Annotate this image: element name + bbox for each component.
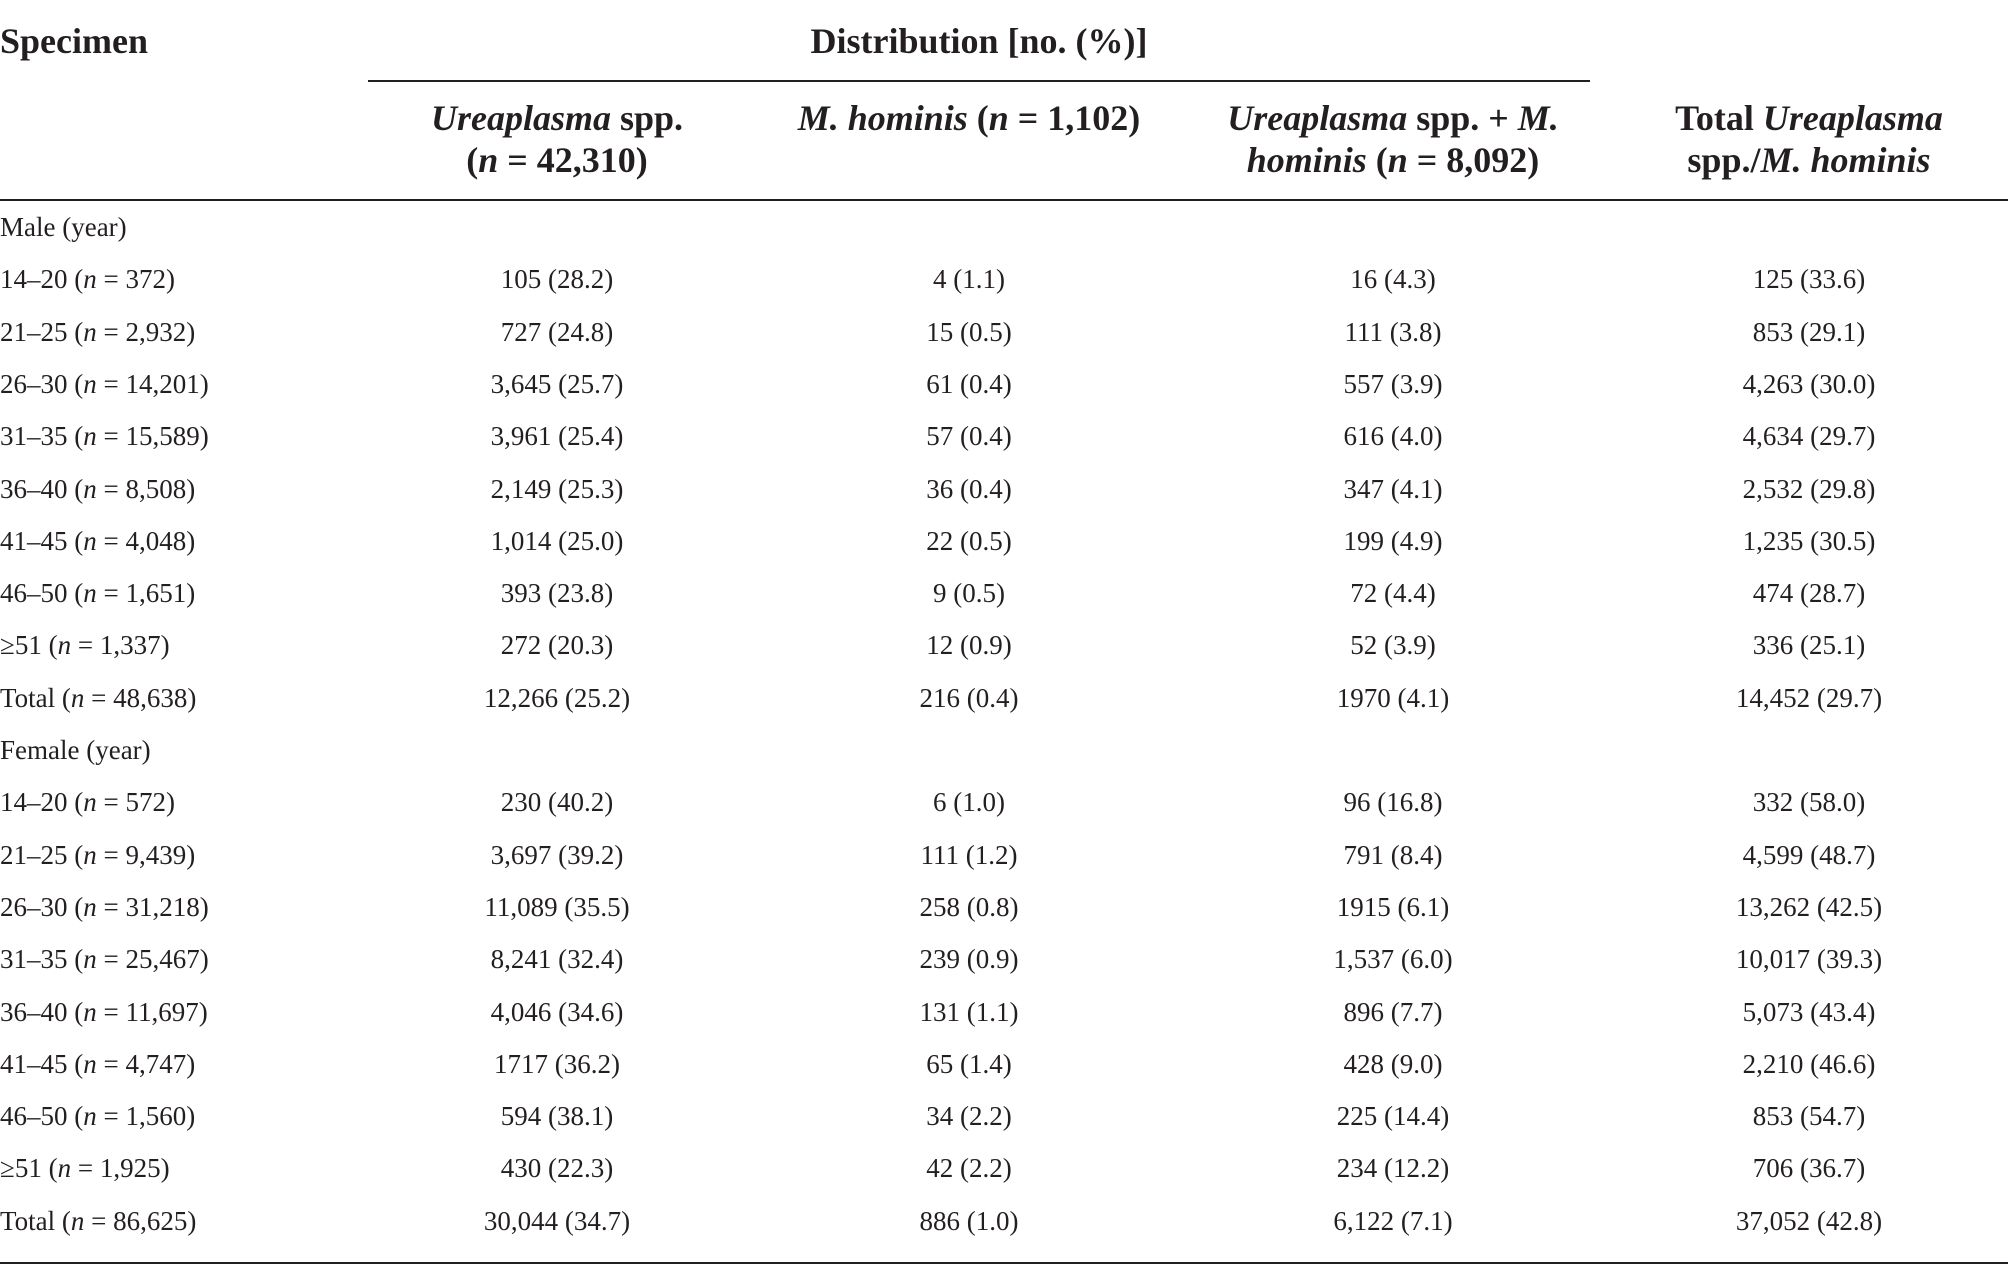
sample-size: 11,697: [125, 996, 199, 1027]
table-row: [0, 567, 2008, 619]
sample-size: 1,925: [99, 1153, 161, 1184]
age-group: 26–30: [0, 891, 68, 922]
table-row: [0, 986, 2008, 1038]
specimen-cell: [0, 672, 196, 724]
sample-size: 86,625: [113, 1205, 188, 1236]
combined-cell: 896 (7.7): [1343, 996, 1443, 1027]
column-header-ureaplasma: Ureaplasma spp. (n = 42,310): [430, 98, 684, 180]
age-group: ≥51: [0, 1153, 42, 1184]
sample-size: 4,747: [125, 1048, 187, 1079]
sample-size: 372: [125, 264, 166, 295]
n-symbol: n: [83, 421, 97, 452]
specimen-cell: [0, 776, 175, 828]
specimen-cell: [0, 358, 209, 410]
age-group: 14–20: [0, 264, 68, 295]
equals-sign: =: [96, 891, 126, 922]
table-row: [0, 515, 2008, 567]
n-symbol: n: [83, 525, 97, 556]
mhominis-cell: 22 (0.5): [926, 525, 1012, 556]
combined-cell: 199 (4.9): [1343, 525, 1443, 556]
equals-sign: =: [96, 787, 126, 818]
ureaplasma-cell: 3,697 (39.2): [490, 839, 624, 870]
specimen-cell: [0, 253, 175, 305]
header-specimen: Specimen: [0, 21, 148, 61]
sample-size: 31,218: [125, 891, 200, 922]
mhominis-cell: 9 (0.5): [933, 578, 1005, 609]
combined-cell: 1,537 (6.0): [1333, 944, 1453, 975]
paren-open: (: [67, 473, 84, 504]
sample-size: 48,638: [113, 682, 188, 713]
age-group: 36–40: [0, 473, 68, 504]
specimen-cell: [0, 306, 195, 358]
age-group: 31–35: [0, 421, 68, 452]
equals-sign: =: [84, 682, 114, 713]
age-group: 31–35: [0, 944, 68, 975]
paren-close: ): [186, 525, 196, 556]
table-row: [0, 776, 2008, 828]
section-label-row: [0, 201, 2008, 253]
table-bottom-rule: [0, 1262, 2008, 1264]
equals-sign: =: [96, 944, 126, 975]
n-symbol: n: [70, 1205, 85, 1236]
total-cell: 4,634 (29.7): [1742, 421, 1876, 452]
paren-close: ): [186, 1101, 196, 1132]
column-header-total: Total Ureaplasma spp./M. hominis: [1675, 98, 1943, 180]
ureaplasma-cell: 105 (28.2): [500, 264, 614, 295]
mhominis-cell: 42 (2.2): [926, 1153, 1012, 1184]
ureaplasma-cell: 8,241 (32.4): [490, 944, 624, 975]
total-cell: 4,263 (30.0): [1742, 368, 1876, 399]
sample-size: 1,337: [99, 630, 161, 661]
specimen-cell: [0, 933, 209, 985]
mhominis-cell: 57 (0.4): [926, 421, 1012, 452]
total-cell: 37,052 (42.8): [1735, 1205, 1883, 1236]
ureaplasma-cell: 272 (20.3): [500, 630, 614, 661]
table-row: [0, 933, 2008, 985]
mhominis-cell: 34 (2.2): [926, 1101, 1012, 1132]
sample-size: 2,932: [125, 316, 187, 347]
paren-close: ): [186, 578, 196, 609]
combined-cell: 96 (16.8): [1343, 787, 1443, 818]
table-row: [0, 881, 2008, 933]
specimen-cell: [0, 1038, 195, 1090]
paren-open: (: [41, 1153, 58, 1184]
mhominis-cell: 36 (0.4): [926, 473, 1012, 504]
combined-cell: 1970 (4.1): [1336, 682, 1450, 713]
combined-cell: 111 (3.8): [1344, 316, 1442, 347]
specimen-cell: [0, 881, 209, 933]
ureaplasma-cell: 1717 (36.2): [494, 1048, 620, 1079]
paren-close: ): [187, 682, 197, 713]
specimen-cell: [0, 410, 209, 462]
total-cell: 125 (33.6): [1752, 264, 1866, 295]
total-cell: 853 (54.7): [1752, 1101, 1866, 1132]
column-header-mhominis: M. hominis (n = 1,102): [797, 98, 1141, 138]
equals-sign: =: [96, 473, 126, 504]
mhominis-cell: 4 (1.1): [933, 264, 1005, 295]
total-cell: 5,073 (43.4): [1742, 996, 1876, 1027]
equals-sign: =: [96, 368, 126, 399]
paren-open: (: [67, 1048, 84, 1079]
total-cell: 474 (28.7): [1752, 578, 1866, 609]
equals-sign: =: [71, 630, 100, 661]
mhominis-cell: 886 (1.0): [919, 1205, 1019, 1236]
age-group: 36–40: [0, 996, 68, 1027]
ureaplasma-cell: 12,266 (25.2): [483, 682, 631, 713]
paren-close: ): [199, 944, 209, 975]
ureaplasma-cell: 393 (23.8): [500, 578, 614, 609]
age-group: 21–25: [0, 839, 68, 870]
age-group: 41–45: [0, 525, 68, 556]
n-symbol: n: [57, 1153, 72, 1184]
age-group: 46–50: [0, 1101, 68, 1132]
paren-open: (: [67, 421, 84, 452]
table-row: [0, 619, 2008, 671]
ureaplasma-cell: 1,014 (25.0): [490, 525, 624, 556]
mhominis-cell: 258 (0.8): [919, 891, 1019, 922]
equals-sign: =: [96, 421, 126, 452]
table-row: [0, 410, 2008, 462]
total-cell: 706 (36.7): [1752, 1153, 1866, 1184]
age-group: ≥51: [0, 630, 42, 661]
spanner-rule: [368, 80, 1590, 82]
table-row: [0, 1090, 2008, 1142]
combined-cell: 6,122 (7.1): [1333, 1205, 1453, 1236]
sample-size: 4,048: [125, 525, 187, 556]
ureaplasma-cell: 727 (24.8): [500, 316, 614, 347]
paren-close: ): [160, 630, 170, 661]
paren-close: ): [186, 839, 196, 870]
total-cell: 14,452 (29.7): [1735, 682, 1883, 713]
specimen-cell: [0, 986, 208, 1038]
sample-size: 25,467: [125, 944, 200, 975]
equals-sign: =: [84, 1205, 114, 1236]
table-row: [0, 1038, 2008, 1090]
table-row: [0, 463, 2008, 515]
paren-close: ): [186, 1048, 196, 1079]
paren-open: (: [55, 1205, 71, 1236]
ureaplasma-cell: 230 (40.2): [500, 787, 614, 818]
total-cell: 10,017 (39.3): [1735, 944, 1883, 975]
specimen-cell: [0, 463, 195, 515]
age-group: 46–50: [0, 578, 68, 609]
n-symbol: n: [57, 630, 72, 661]
ureaplasma-cell: 430 (22.3): [500, 1153, 614, 1184]
combined-cell: 52 (3.9): [1350, 630, 1436, 661]
combined-cell: 791 (8.4): [1343, 839, 1443, 870]
n-symbol: n: [83, 578, 97, 609]
n-symbol: n: [83, 996, 97, 1027]
total-cell: 4,599 (48.7): [1742, 839, 1876, 870]
total-cell: 1,235 (30.5): [1742, 525, 1876, 556]
mhominis-cell: 111 (1.2): [920, 839, 1018, 870]
equals-sign: =: [71, 1153, 100, 1184]
age-group: 21–25: [0, 316, 68, 347]
equals-sign: =: [96, 1101, 126, 1132]
mhominis-cell: 65 (1.4): [926, 1048, 1012, 1079]
total-cell: 13,262 (42.5): [1735, 891, 1883, 922]
paren-close: ): [199, 421, 209, 452]
paren-close: ): [160, 1153, 170, 1184]
paren-close: ): [165, 787, 175, 818]
column-header-combined: Ureaplasma spp. + M. hominis (n = 8,092): [1227, 98, 1559, 180]
paren-open: (: [67, 1101, 84, 1132]
specimen-cell: [0, 829, 195, 881]
equals-sign: =: [96, 525, 126, 556]
combined-cell: 616 (4.0): [1343, 421, 1443, 452]
sample-size: 14,201: [125, 368, 200, 399]
table-row: [0, 1142, 2008, 1194]
combined-cell: 428 (9.0): [1343, 1048, 1443, 1079]
specimen-cell: [0, 1142, 170, 1194]
paren-close: ): [165, 264, 175, 295]
sample-size: 1,651: [125, 578, 187, 609]
table-row: [0, 672, 2008, 724]
n-symbol: n: [83, 944, 97, 975]
specimen-cell: [0, 567, 195, 619]
section-label: Male (year): [0, 212, 127, 242]
paren-open: (: [67, 264, 84, 295]
total-cell: 336 (25.1): [1752, 630, 1866, 661]
section-label: Female (year): [0, 735, 151, 765]
mhominis-cell: 6 (1.0): [933, 787, 1005, 818]
ureaplasma-cell: 11,089 (35.5): [484, 891, 630, 922]
paren-close: ): [199, 368, 209, 399]
equals-sign: =: [96, 839, 126, 870]
n-symbol: n: [83, 316, 97, 347]
equals-sign: =: [96, 1048, 126, 1079]
n-symbol: n: [83, 264, 97, 295]
paren-open: (: [67, 839, 84, 870]
mhominis-cell: 239 (0.9): [919, 944, 1019, 975]
paren-close: ): [186, 316, 196, 347]
ureaplasma-cell: 4,046 (34.6): [490, 996, 624, 1027]
total-cell: 2,532 (29.8): [1742, 473, 1876, 504]
combined-cell: 72 (4.4): [1350, 578, 1436, 609]
paren-close: ): [199, 891, 209, 922]
age-group: 26–30: [0, 368, 68, 399]
paren-open: (: [67, 368, 84, 399]
paren-open: (: [67, 316, 84, 347]
n-symbol: n: [70, 682, 85, 713]
combined-cell: 234 (12.2): [1336, 1153, 1450, 1184]
age-group: Total: [0, 682, 56, 713]
sample-size: 8,508: [125, 473, 187, 504]
specimen-cell: [0, 1090, 195, 1142]
ureaplasma-cell: 3,961 (25.4): [490, 421, 624, 452]
paren-close: ): [186, 473, 196, 504]
table-row: [0, 306, 2008, 358]
table-row: [0, 829, 2008, 881]
paren-open: (: [67, 996, 84, 1027]
paren-close: ): [187, 1205, 197, 1236]
n-symbol: n: [83, 839, 97, 870]
paren-open: (: [67, 891, 84, 922]
equals-sign: =: [96, 264, 126, 295]
paren-open: (: [67, 944, 84, 975]
ureaplasma-cell: 2,149 (25.3): [490, 473, 624, 504]
paren-open: (: [41, 630, 58, 661]
ureaplasma-cell: 30,044 (34.7): [483, 1205, 631, 1236]
paren-open: (: [67, 578, 84, 609]
combined-cell: 347 (4.1): [1343, 473, 1443, 504]
paren-open: (: [67, 787, 84, 818]
age-group: Total: [0, 1205, 56, 1236]
n-symbol: n: [83, 368, 97, 399]
total-cell: 853 (29.1): [1752, 316, 1866, 347]
age-group: 14–20: [0, 787, 68, 818]
paren-open: (: [55, 682, 71, 713]
n-symbol: n: [83, 1101, 97, 1132]
age-group: 41–45: [0, 1048, 68, 1079]
paren-open: (: [67, 525, 84, 556]
ureaplasma-cell: 3,645 (25.7): [490, 368, 624, 399]
table-row: [0, 358, 2008, 410]
table-row: [0, 253, 2008, 305]
combined-cell: 225 (14.4): [1336, 1101, 1450, 1132]
mhominis-cell: 61 (0.4): [926, 368, 1012, 399]
mhominis-cell: 216 (0.4): [919, 682, 1019, 713]
combined-cell: 1915 (6.1): [1336, 891, 1450, 922]
n-symbol: n: [83, 891, 97, 922]
mhominis-cell: 131 (1.1): [919, 996, 1019, 1027]
n-symbol: n: [83, 473, 97, 504]
table-row: [0, 1195, 2008, 1247]
ureaplasma-cell: 594 (38.1): [500, 1101, 614, 1132]
n-symbol: n: [83, 1048, 97, 1079]
equals-sign: =: [96, 578, 126, 609]
sample-size: 9,439: [125, 839, 187, 870]
sample-size: 15,589: [125, 421, 200, 452]
total-cell: 332 (58.0): [1752, 787, 1866, 818]
equals-sign: =: [96, 996, 126, 1027]
mhominis-cell: 15 (0.5): [926, 316, 1012, 347]
sample-size: 1,560: [125, 1101, 187, 1132]
specimen-cell: [0, 515, 195, 567]
n-symbol: n: [83, 787, 97, 818]
equals-sign: =: [96, 316, 126, 347]
mhominis-cell: 12 (0.9): [926, 630, 1012, 661]
total-cell: 2,210 (46.6): [1742, 1048, 1876, 1079]
combined-cell: 16 (4.3): [1350, 264, 1436, 295]
specimen-cell: [0, 1195, 196, 1247]
paren-close: ): [198, 996, 208, 1027]
specimen-cell: [0, 619, 170, 671]
sample-size: 572: [125, 787, 166, 818]
section-label-row: [0, 724, 2008, 776]
combined-cell: 557 (3.9): [1343, 368, 1443, 399]
header-distribution: Distribution [no. (%)]: [810, 21, 1148, 61]
